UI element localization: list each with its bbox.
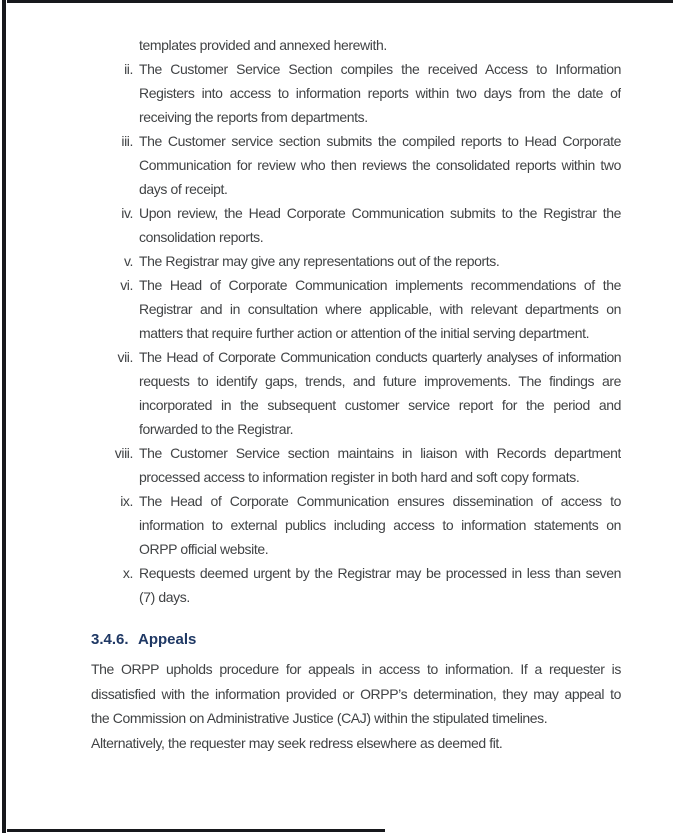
item-text <box>139 273 621 345</box>
item-text <box>139 345 621 441</box>
numbered-list <box>91 33 622 609</box>
list-item <box>91 57 622 129</box>
paragraph-line: the Commission on Administrative Justice (CAJ) within the stipulated timelines. <box>91 710 548 726</box>
list-item <box>91 201 622 249</box>
paragraph-line: The ORPP upholds procedure for appeals in access to information. If a requester is <box>91 661 621 677</box>
item-line: Upon review, the Head Corporate Communication submits to the Registrar the <box>139 205 621 221</box>
item-line: The Registrar may give any representations out of the reports. <box>139 253 500 269</box>
item-line: Communication for review who then reviews the consolidated reports within two <box>139 157 621 173</box>
item-number: iii. <box>121 133 133 149</box>
item-number: vii. <box>117 349 133 365</box>
item-line: templates provided and annexed herewith. <box>139 37 387 53</box>
list-item <box>91 561 622 609</box>
item-line: requests to identify gaps, trends, and future improvements. The findings are <box>139 373 621 389</box>
item-number: x. <box>122 565 133 581</box>
list-item <box>91 33 622 57</box>
list-item <box>91 489 622 561</box>
item-text <box>139 129 621 201</box>
paragraph-line: dissatisfied with the information provided or ORPP’s determination, they may appeal to <box>91 685 621 702</box>
item-line: Registers into access to information reports within two days from the date of <box>139 85 621 101</box>
item-number: ii. <box>124 61 133 77</box>
section-heading <box>91 630 196 650</box>
item-line: consolidation reports. <box>139 229 264 245</box>
item-line: ORPP official website. <box>139 541 269 557</box>
item-line: incorporated in the subsequent customer service report for the period and <box>139 397 621 413</box>
item-line: information to external publics including access to information statements on <box>139 517 621 533</box>
scan-border-top <box>7 0 673 3</box>
item-line: The Customer service section submits the compiled reports to Head Corporate <box>139 133 621 149</box>
item-number <box>91 33 133 57</box>
item-line: Requests deemed urgent by the Registrar may be processed in less than seven <box>139 565 621 581</box>
item-text <box>139 561 621 609</box>
item-number: iv. <box>121 205 133 221</box>
list-item <box>91 345 622 441</box>
item-line: forwarded to the Registrar. <box>139 421 294 437</box>
paragraph-line: Alternatively, the requester may seek redress elsewhere as deemed fit. <box>91 734 503 751</box>
item-text <box>139 489 621 561</box>
item-line: (7) days. <box>139 589 190 605</box>
item-number: ix. <box>120 493 133 509</box>
appeals-paragraph <box>91 657 621 755</box>
section-number: 3.4.6. <box>91 631 129 648</box>
list-item <box>91 441 622 489</box>
item-number: vi. <box>120 277 133 293</box>
scan-border-bottom <box>7 829 385 832</box>
item-text <box>139 201 621 249</box>
item-line: The Head of Corporate Communication implements recommendations of the <box>139 277 621 293</box>
item-text <box>139 57 621 129</box>
item-line: days of receipt. <box>139 181 228 197</box>
list-item <box>91 249 622 273</box>
list-item <box>91 129 622 201</box>
section-title: Appeals <box>138 631 197 648</box>
item-line: Registrar and in consultation where applicable, with relevant departments on <box>139 301 621 317</box>
item-text <box>139 33 621 57</box>
item-line: The Customer Service section maintains in liaison with Records department <box>139 445 621 461</box>
item-line: The Head of Corporate Communication conducts quarterly analyses of information <box>139 349 621 365</box>
item-line: matters that require further action or attention of the initial serving department. <box>139 325 590 341</box>
item-line: The Customer Service Section compiles the received Access to Information <box>139 61 621 77</box>
item-number: v. <box>123 253 133 269</box>
item-text <box>139 249 621 273</box>
scan-border-left <box>2 0 6 833</box>
item-line: The Head of Corporate Communication ensures dissemination of access to <box>139 493 621 509</box>
item-text <box>139 441 621 489</box>
item-number: viii. <box>114 445 133 461</box>
item-line: receiving the reports from departments. <box>139 109 368 125</box>
list-item <box>91 273 622 345</box>
item-line: processed access to information register in both hard and soft copy formats. <box>139 469 580 485</box>
